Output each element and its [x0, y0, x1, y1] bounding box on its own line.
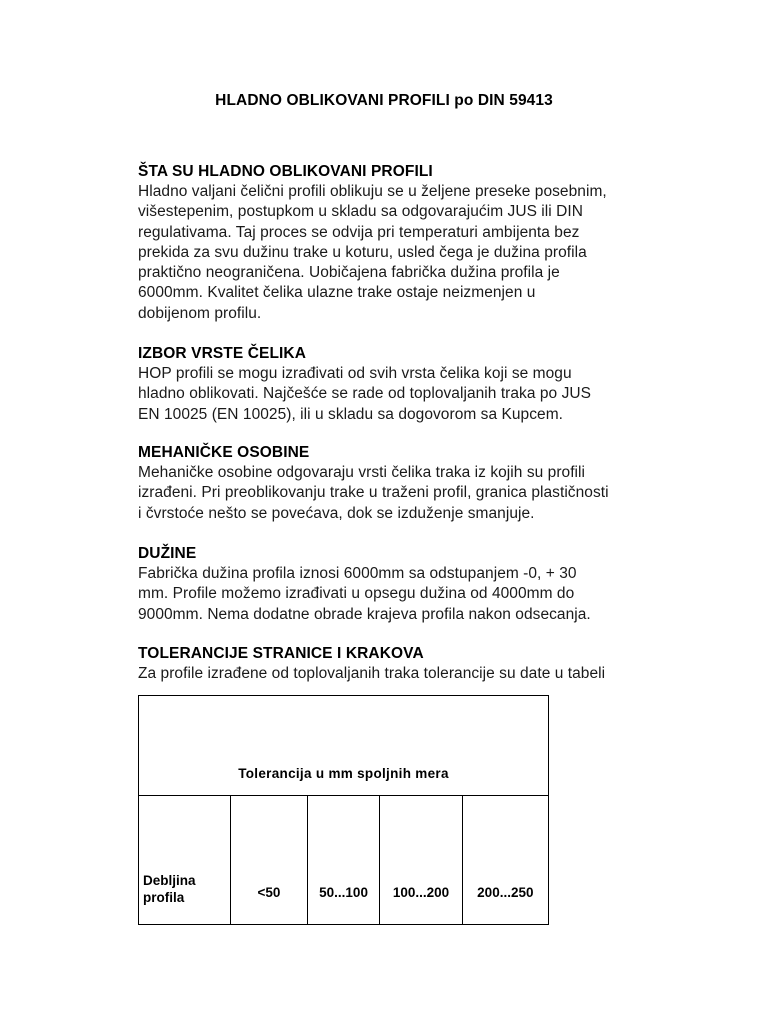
table-cell: 50...100	[307, 796, 379, 925]
section-paragraph	[138, 564, 668, 625]
text-line: Za profile izrađene od toplovaljanih traka tolerancije su date u tabeli	[138, 665, 606, 682]
text-line: 6000mm. Kvalitet čelika ulazne trake ostaje neizmenjen u	[138, 284, 536, 302]
document-title: HLADNO OBLIKOVANI PROFILI po DIN 59413	[215, 92, 553, 109]
text-line: Mehaničke osobine odgovaraju vrsti čelika traka iz kojih su profili	[138, 464, 586, 481]
text-line: Fabrička dužina profila iznosi 6000mm sa odstupanjem -0, + 30	[138, 565, 577, 582]
section-paragraph	[138, 463, 668, 524]
text-line: višestepenim, postupkom u skladu sa odgovarajućim JUS ili DIN	[138, 203, 583, 221]
text-line: prekida za svu dužinu trake u koturu, usled čega je dužina profila	[138, 243, 587, 261]
text-line: hladno oblikovati. Najčešće se rade od toplovaljanih traka po JUS	[138, 385, 592, 403]
text-line: izrađeni. Pri preoblikovanju trake u traženi profil, granica plastičnosti	[138, 484, 609, 502]
row-label-cell	[139, 796, 231, 925]
text-line: mm. Profile možemo izrađivati u opsegu dužina od 4000mm do	[138, 585, 575, 603]
table-header-row	[139, 696, 549, 796]
section-mechanical-properties	[138, 443, 668, 524]
table-row	[139, 796, 549, 925]
section-tolerances	[138, 644, 668, 684]
text-line: Hladno valjani čelični profili oblikuju se u željene preseke posebnim,	[138, 183, 607, 200]
section-heading: IZBOR VRSTE ČELIKA	[138, 345, 307, 362]
tolerance-table	[138, 695, 549, 925]
section-heading: ŠTA SU HLADNO OBLIKOVANI PROFILI	[138, 163, 433, 180]
table-cell: 100...200	[380, 796, 462, 925]
text-line: dobijenom profilu.	[138, 304, 262, 322]
section-paragraph	[138, 664, 668, 684]
text-line: 9000mm. Nema dodatne obrade krajeva profila nakon odsecanja.	[138, 605, 591, 623]
section-heading: MEHANIČKE OSOBINE	[138, 444, 310, 461]
text-line: i čvrstoće nešto se povećava, dok se izduženje smanjuje.	[138, 504, 535, 522]
section-heading: TOLERANCIJE STRANICE I KRAKOVA	[138, 645, 424, 662]
section-paragraph	[138, 364, 668, 425]
table-header-cell: Tolerancija u mm spoljnih mera	[139, 696, 549, 796]
row-label-line: Debljina	[143, 873, 196, 888]
text-line: praktično neograničena. Uobičajena fabrička dužina profila je	[138, 264, 560, 282]
row-label-line: profila	[143, 890, 185, 905]
text-line: HOP profili se mogu izrađivati od svih vrsta čelika koji se mogu	[138, 365, 572, 382]
section-paragraph	[138, 182, 668, 324]
text-line: regulativama. Taj proces se odvija pri temperaturi ambijenta bez	[138, 223, 580, 241]
table-cell: <50	[231, 796, 308, 925]
section-heading: DUŽINE	[138, 545, 197, 562]
section-steel-selection	[138, 344, 668, 425]
section-lengths	[138, 544, 668, 625]
section-what-are-profiles	[138, 162, 668, 324]
text-line: EN 10025 (EN 10025), ili u skladu sa dogovorom sa Kupcem.	[138, 405, 564, 423]
table-cell: 200...250	[462, 796, 548, 925]
